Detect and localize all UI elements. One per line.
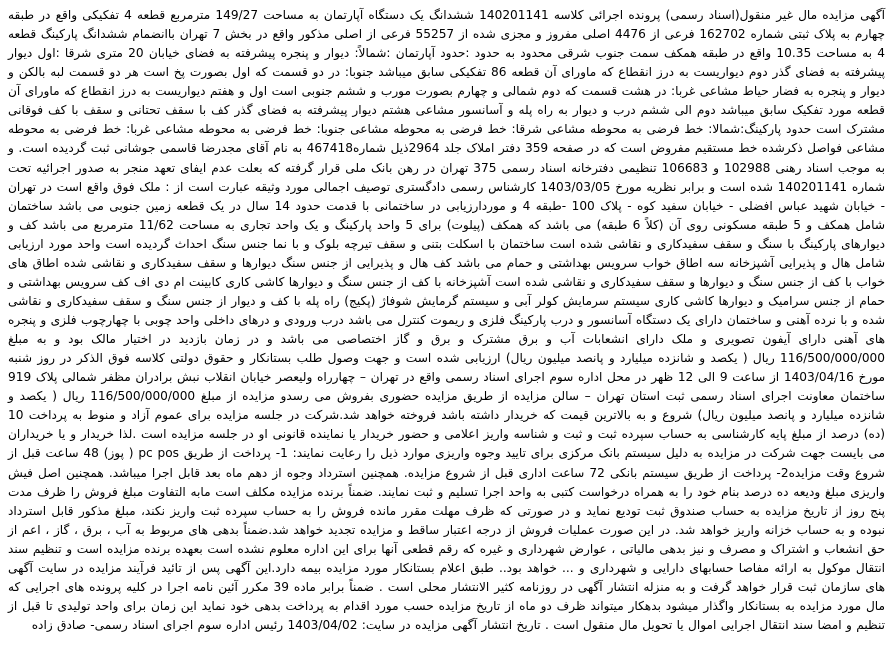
notice-body-text: آگهی مزایده مال غیر منقول(اسناد رسمی) پرونده اجرائی کلاسه 140201141 ششدانگ یک دستگاه آپارتمان به مساحت 149/27 مترمربع قطعه 4 تفکیکی واقع در طبقه چهارم به پلاک ثبتی شماره 162702 فرعی از 4476 اصلی مفروز و مجزی شده از 55257 فرعی از اصلی مذکور واقع در بخش 7 تهران باانضمام ششدانگ پارکینگ قطعه 4 به مساحت 10.35 واقع در طبقه همکف سمت جنوب شرقی محدود به حدود :حدود آپارتمان :شمالاً: دیوار و پنجره پیشرفته به فضای خیابان 20 متری شرقا :اول دیوار پیشرفته به فضای گذر دوم دیواریست به درز انقطاع که ماورای آن قطعه 86 تفکیکی سابق میباشد جنوبا: در دو قسمت که اول بصورت پخ است هر دو قسمت لبه بالکن و دیوار و پنجره به فضار حیاط مشاعی غربا: در هشت قسمت که دوم شمالی و چهارم بصورت مورب و ششم جنوبی است اول و هفتم دیواریست به درز انقطاع که ماورای آن قطعه مورد تفکیک سابق میباشد دوم الی ششم درب و دیوار به راه پله و آسانسور مشاعی هشتم دیوار پیشرفته به فضای گذر کف با سقف تحتانی و سقف با کف فوقانی مشترک است حدود پارکینگ:شمالا: خط فرضی به محوطه مشاعی شرقا: خط فرضی به محوطه مشاعی جنوبا: خط فرضی به محوطه مشاعی غربا: خط فرضی به محوطه مشاعی فواصل ذکرشده خط مستقیم مفروض است که در صفحه 359 دفتر املاک جلد 2964ذیل شماره467418 به نام آقای مجدرضا قاسمی جوشانی ثبت گردیده است. و به موجب اسناد رهنی 102988 و 106683 تنظیمی دفترخانه اسناد رسمی 375 تهران در رهن بانک ملی قرار گرفته که بعلت عدم ایفای تعهد منجر به صدور اجرائیه تحت شماره 140201141 شده است و برابر نظریه مورخ 1403/03/05 کارشناس رسمی دادگستری توصیف اجمالی مورد وثیقه عبارت است از : ملک فوق واقع است در تهران - خیابان شهید عباس افضلی - خیابان سفید کوه - پلاک 100 -طبقه 4 و موردارزیابی در ساختمانی با قدمت حدود 14 سال در یک قطعه زمین جنوبی می باشد ساختمان شامل همکف و 5 طبقه مسکونی روی آن (کلاً 6 طبقه) می باشد که همکف (پیلوت) برای 5 واحد پارکینگ و یک واحد تجاری به مساحت 11/62 مترمربع می باشد کف و دیوارهای پارکینگ با سنگ و سقف سفیدکاری و نقاشی شده است ساختمان با اسکلت بتنی و سقف تیرچه بلوک و با نما جنس سنگ احداث گردیده است واحد مورد ارزیابی شامل هال و پذیرایی آشپزخانه سه اطاق خواب سرویس بهداشتی و حمام می باشد کف هال و پذیرایی از جنس سنگ دیوارها و سقف سفیدکاری و نقاشی شده اطاق های خواب با کف از جنس سنگ و دیوارها و سقف سفیدکاری و نقاشی شده است آشپزخانه با کف از جنس سنگ و دیوارها کاشی کاری کابینت ام دی اف کف سرویس بهداشتی و حمام از جنس سرامیک و دیوارها کاشی کاری سیستم سرمایش کولر آبی و سیستم گرمایش شوفاژ (پکیج) راه پله با کف و دیوار از جنس سنگ و سقف سفیدکاری و نقاشی شده و با نرده آهنی و ساختمان دارای یک دستگاه آسانسور و درب پارکینگ فلزی و ریموت کنترل می باشد درب ورودی و درهای داخلی واحد چوبی با چهارچوب فلزی و پنجره های آهنی دارای آیفون تصویری و ملک دارای انشعابات آب و برق مشترک و برق و گاز اختصاصی می باشد و در زمان بازدید در اختیار مالک بود و به مبلغ 116/500/000/000 ریال ( یکصد و شانزده میلیارد و پانصد میلیون ریال) ارزیابی شده است و جهت وصول طلب بستانکار و حقوق دولتی کلاسه فوق الذکر در روز شنبه مورخ 1403/04/16 از ساعت 9 الی 12 ظهر در محل اداره سوم اجرای اسناد رسمی واقع در تهران – چهارراه ولیعصر خیابان انقلاب نبش برادران مظفر شمالی پلاک 919 ساختمان معاونت اجرای اسناد رسمی ثبت استان تهران – سالن مزایده از طریق مزایده حضوری بفروش می رسدو مزایده از مبلغ 116/500/000/000 ریال ( یکصد و شانزده میلیارد و پانصد میلیون ریال) شروع و به بالاترین قیمت که خریدار داشته باشد فروخته خواهد شد.شرکت در جلسه مزایده برای عموم آزاد و منوط به پرداخت 10 (ده) درصد از مبلغ پایه کارشناسی به حساب سپرده ثبت و ثبت و شناسه واریز اعلامی و حضور خریدار یا نماینده قانونی او در جلسه مزایده است .لذا خریدار و یا خریداران می بایست جهت شرکت در مزایده به دلیل سیستم بانک مرکزی برای تایید وجوه واریزی موارد ذیل را رعایت نمایند: 1- پرداخت از طریق pc pos ( پوز) 48 ساعت قبل از شروع وقت مزایده2- پرداخت از طریق سیستم بانکی 72 ساعت اداری قبل از شروع مزایده. همچنین استرداد وجوه از دهم ماه بعد قابل اجرا میباشد. همچنین اصل فیش واریزی مبلغ ودیعه ده درصد بنام خود را به همراه درخواست کتبی به واحد اجرا تسلیم و ثبت نمایند. ضمناً برنده مزایده مکلف است مابه التفاوت مبلغ فروش را ظرف مدت پنج روز از تاریخ مزایده به حساب صندوق ثبت تودیع نماید و در صورتی که ظرف مهلت مقرر مانده فروش را به حساب سپرده ثبت واریز نکند، مبلغ مذکور قابل استرداد نبوده و به حساب خزانه واریز خواهد شد. در این صورت عملیات فروش از درجه اعتبار ساقط و مزایده تجدید خواهد شد.ضمناً بدهی های مربوط به آب ، برق ، گاز ، اعم از حق انشعاب و اشتراک و مصرف و نیز بدهی مالیاتی ، عوارض شهرداری و غیره که رقم قطعی آنها برای این اداره معلوم نشده است بعهده برنده مزایده است و تنظیم سند انتقال موکول به ارائه مفاصا حسابهای دارایی و شهرداری و ... خواهد بود.. طبق اعلام بستانکار مورد مزایده بیمه دارد.این آگهی پس از تائید فرآیند مزایده در سایت آگهی های سازمان ثبت قرار خواهد گرفت و به منزله انتشار آگهی در روزنامه کثیر الانتشار محلی است . ضمناً برابر ماده 39 مکرر آئین نامه اجرا در کلیه پرونده های اجرایی که مال مورد مزایده به بستانکار واگذار میشود بدهکار میتواند ظرف دو ماه از تاریخ مزایده حسب مورد اقدام به پرداخت بدهی خود نماید این زمان برای واحد تولیدی تا قبل از تنظیم و امضا سند انتقال اجرایی اموال یا تحویل مال منقول است . تاریخ انتشار آگهی مزایده در سایت: 1403/04/02 رئیس اداره سوم اجرای اسناد رسمی- صادق زاده xyxy=(8,8,886,632)
